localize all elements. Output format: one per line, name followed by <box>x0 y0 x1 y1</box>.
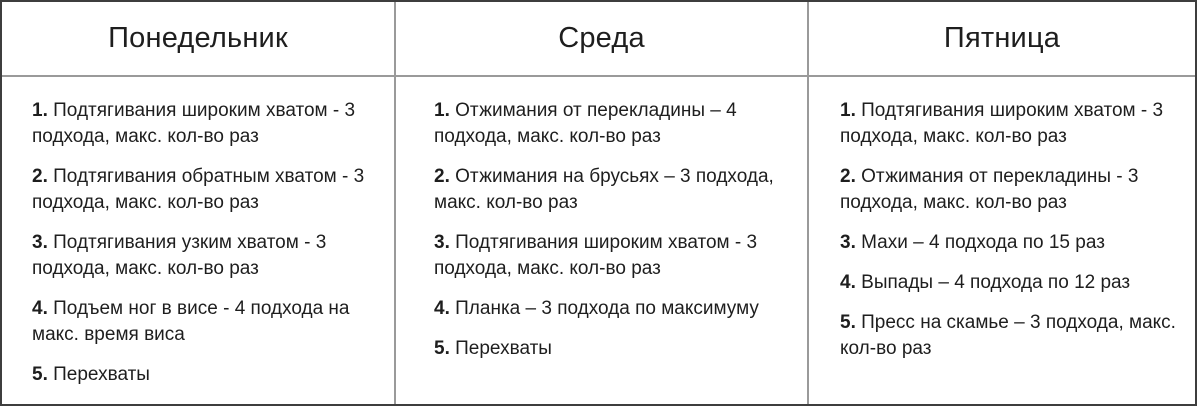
exercise-list-wednesday <box>396 77 807 362</box>
exercise-text: Отжимания на брусьях – 3 подхода, макс. кол-во раз <box>434 166 774 213</box>
exercise-item <box>840 310 1177 362</box>
exercise-item <box>840 164 1177 216</box>
exercise-item <box>840 230 1177 256</box>
exercise-number: 2. <box>434 166 450 187</box>
exercise-item <box>434 296 783 322</box>
exercise-number: 3. <box>434 232 450 253</box>
column-header-monday: Понедельник <box>2 2 394 77</box>
exercise-text: Отжимания от перекладины - 3 подхода, макс. кол-во раз <box>840 166 1139 213</box>
exercise-text: Перехваты <box>53 364 150 385</box>
exercise-number: 4. <box>434 298 450 319</box>
exercise-item <box>840 98 1177 150</box>
exercise-item <box>434 164 783 216</box>
column-header-wednesday: Среда <box>396 2 807 77</box>
column-header-friday: Пятница <box>809 2 1195 77</box>
exercise-number: 3. <box>32 232 48 253</box>
exercise-item <box>434 336 783 362</box>
exercise-item <box>840 270 1177 296</box>
exercise-number: 1. <box>32 100 48 121</box>
column-friday <box>807 2 1195 404</box>
exercise-list-monday <box>2 77 394 388</box>
exercise-list-friday <box>809 77 1195 362</box>
exercise-text: Отжимания от перекладины – 4 подхода, макс. кол-во раз <box>434 100 737 147</box>
exercise-text: Подтягивания широким хватом - 3 подхода, макс. кол-во раз <box>840 100 1164 147</box>
exercise-item <box>434 98 783 150</box>
exercise-number: 3. <box>840 232 856 253</box>
exercise-number: 5. <box>32 364 48 385</box>
exercise-text: Подтягивания широким хватом - 3 подхода, макс. кол-во раз <box>434 232 758 279</box>
exercise-text: Подтягивания узким хватом - 3 подхода, макс. кол-во раз <box>32 232 327 279</box>
exercise-number: 4. <box>32 298 48 319</box>
exercise-number: 1. <box>840 100 856 121</box>
exercise-text: Подъем ног в висе - 4 подхода на макс. время виса <box>32 298 350 345</box>
exercise-number: 5. <box>840 312 856 333</box>
exercise-text: Планка – 3 подхода по максимуму <box>455 298 759 319</box>
exercise-text: Выпады – 4 подхода по 12 раз <box>861 272 1131 293</box>
column-monday <box>2 2 394 404</box>
exercise-number: 2. <box>840 166 856 187</box>
exercise-item <box>32 98 374 150</box>
exercise-number: 2. <box>32 166 48 187</box>
exercise-number: 1. <box>434 100 450 121</box>
exercise-number: 5. <box>434 338 450 359</box>
exercise-text: Махи – 4 подхода по 15 раз <box>861 232 1105 253</box>
exercise-item <box>32 296 374 348</box>
exercise-item <box>32 230 374 282</box>
exercise-number: 4. <box>840 272 856 293</box>
exercise-item <box>32 164 374 216</box>
exercise-text: Перехваты <box>455 338 552 359</box>
exercise-item <box>434 230 783 282</box>
column-wednesday <box>394 2 807 404</box>
exercise-text: Подтягивания широким хватом - 3 подхода, макс. кол-во раз <box>32 100 356 147</box>
exercise-item <box>32 362 374 388</box>
exercise-text: Подтягивания обратным хватом - 3 подхода, макс. кол-во раз <box>32 166 365 213</box>
exercise-text: Пресс на скамье – 3 подхода, макс. кол-во раз <box>840 312 1176 359</box>
